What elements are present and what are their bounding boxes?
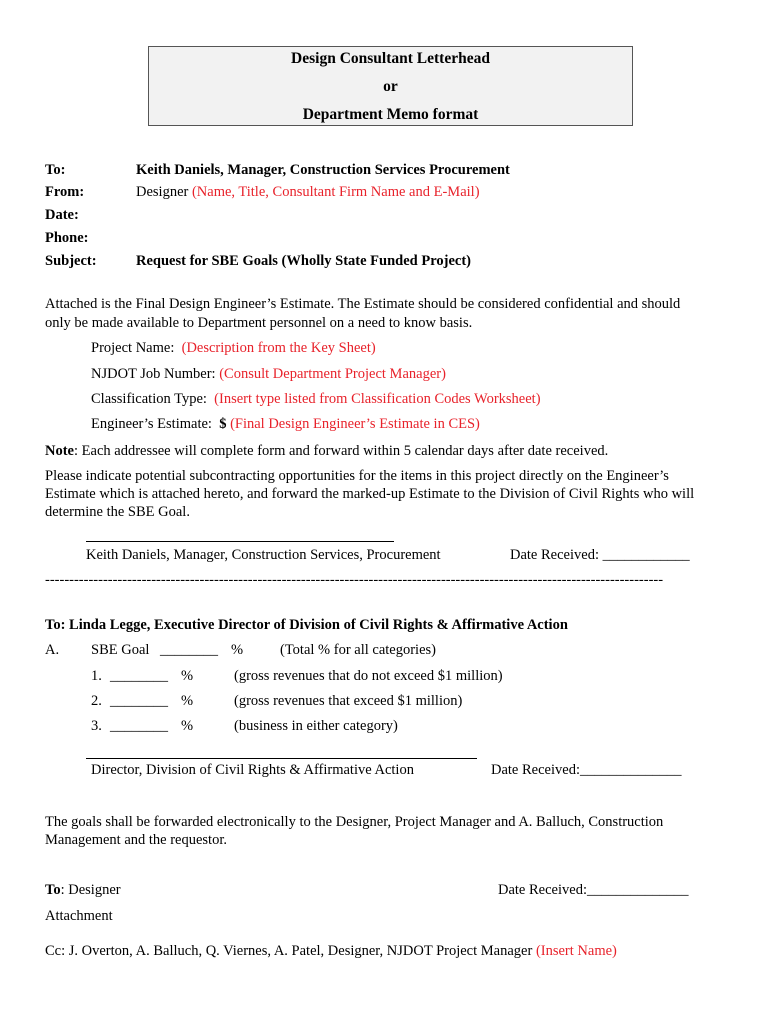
request-line-3: determine the SBE Goal. xyxy=(45,504,190,520)
to-label: To: xyxy=(45,162,66,178)
cc-placeholder: (Insert Name) xyxy=(535,943,617,959)
request-line-2: Estimate which is attached hereto, and forward the marked-up Estimate to the Division of Civil Rights who will xyxy=(45,486,695,502)
separator: -------------------------------------------------------------------------------------------------------------------------------- xyxy=(45,572,664,588)
signature-line-2 xyxy=(86,758,477,759)
sbe-goal-label: SBE Goal xyxy=(91,642,150,658)
closing-line-1: The goals shall be forwarded electronically to the Designer, Project Manager and A. Balluch, Construction xyxy=(45,814,664,830)
intro-line-1: Attached is the Final Design Engineer’s Estimate. The Estimate should be considered confidential and should xyxy=(45,296,681,312)
section2-to: To: Linda Legge, Executive Director of Division of Civil Rights & Affirmative Action xyxy=(45,617,568,633)
request-line-1: Please indicate potential subcontracting opportunities for the items in this project directly on the Engineer’s xyxy=(45,468,669,484)
sub-item-1-desc: (gross revenues that do not exceed $1 million) xyxy=(234,668,503,684)
sub-item-2-pct: % xyxy=(181,693,194,709)
date-received-3: Date Received:______________ xyxy=(498,882,689,898)
letterhead-subtitle: Department Memo format xyxy=(302,106,479,123)
cc-line: Cc: J. Overton, A. Balluch, Q. Viernes, A. Patel, Designer, NJDOT Project Manager (Insert Name) xyxy=(45,943,617,959)
sub-item-3-desc: (business in either category) xyxy=(234,718,398,734)
signature-line-1 xyxy=(86,541,394,542)
field-classification-type: Classification Type: (Insert type listed from Classification Codes Worksheet) xyxy=(91,391,541,407)
from-value: Designer (Name, Title, Consultant Firm Name and E-Mail) xyxy=(136,184,480,200)
date-received-1: Date Received: ____________ xyxy=(510,547,690,563)
sub-item-3-num: 3. xyxy=(91,718,102,734)
sub-item-1-blank[interactable]: ________ xyxy=(110,668,168,684)
sub-item-3-pct: % xyxy=(181,718,194,734)
letterhead-box xyxy=(148,46,633,126)
attachment-label: Attachment xyxy=(45,908,113,924)
signature-name-2: Director, Division of Civil Rights & Affirmative Action xyxy=(91,762,414,778)
date-label: Date: xyxy=(45,207,79,223)
sbe-goal-blank[interactable]: ________ xyxy=(160,642,218,658)
signature-name-1: Keith Daniels, Manager, Construction Services, Procurement xyxy=(86,547,441,563)
sub-item-3-blank[interactable]: ________ xyxy=(110,718,168,734)
sub-item-1-pct: % xyxy=(181,668,194,684)
closing-line-2: Management and the requestor. xyxy=(45,832,227,848)
to-value: Keith Daniels, Manager, Construction Services Procurement xyxy=(136,162,510,178)
phone-label: Phone: xyxy=(45,230,89,246)
letterhead-title: Design Consultant Letterhead xyxy=(291,50,490,67)
sub-item-2-desc: (gross revenues that exceed $1 million) xyxy=(234,693,463,709)
field-engineers-estimate: Engineer’s Estimate: $ (Final Design Engineer’s Estimate in CES) xyxy=(91,416,480,432)
note: Note: Each addressee will complete form and forward within 5 calendar days after date received. xyxy=(45,443,609,459)
subject-label: Subject: xyxy=(45,253,97,269)
sbe-goal-desc: (Total % for all categories) xyxy=(280,642,436,658)
item-a-label: A. xyxy=(45,642,60,658)
from-label: From: xyxy=(45,184,85,200)
sub-item-1-num: 1. xyxy=(91,668,102,684)
subject-value: Request for SBE Goals (Wholly State Funded Project) xyxy=(136,253,471,269)
sub-item-2-blank[interactable]: ________ xyxy=(110,693,168,709)
field-job-number: NJDOT Job Number: (Consult Department Project Manager) xyxy=(91,366,446,382)
intro-line-2: only be made available to Department personnel on a need to know basis. xyxy=(45,315,473,331)
sub-item-2-num: 2. xyxy=(91,693,102,709)
footer-to: To: Designer xyxy=(45,882,121,898)
sbe-goal-pct: % xyxy=(231,642,244,658)
letterhead-or: or xyxy=(383,78,398,95)
date-received-2: Date Received:______________ xyxy=(491,762,682,778)
field-project-name: Project Name: (Description from the Key Sheet) xyxy=(91,340,376,356)
from-placeholder: (Name, Title, Consultant Firm Name and E-Mail) xyxy=(191,184,480,200)
